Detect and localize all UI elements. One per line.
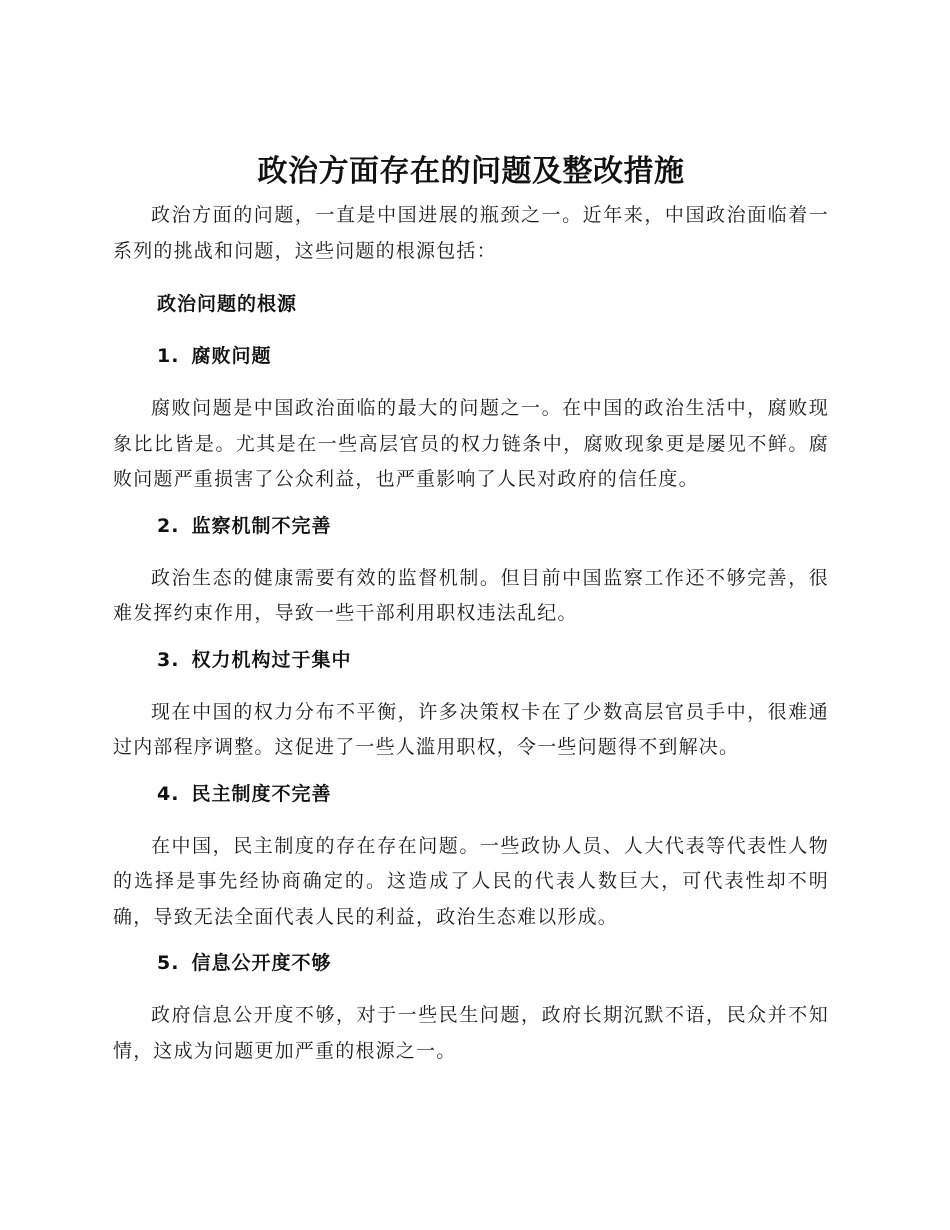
- item-heading-text: 信息公开度不够: [191, 952, 332, 974]
- item-body-2: 政治生态的健康需要有效的监督机制。但目前中国监察工作还不够完善，很难发挥约束作用，导致一些干部利用职权违法乱纪。: [113, 566, 829, 624]
- item-heading-2: [113, 511, 829, 541]
- item-body-3: 现在中国的权力分布不平衡，许多决策权卡在了少数高层官员手中，很难通过内部程序调整。这促进了一些人滥用职权，令一些问题得不到解决。: [113, 700, 829, 758]
- item-heading-text: 腐败问题: [191, 345, 272, 367]
- document-page: [113, 150, 829, 1069]
- section-heading: 政治问题的根源: [157, 293, 298, 315]
- item-number: 3.: [157, 648, 180, 671]
- item-number: 2.: [157, 514, 180, 537]
- item-heading-1: [113, 341, 829, 371]
- item-body-4: 在中国，民主制度的存在存在问题。一些政协人员、人大代表等代表性人物的选择是事先经协商确定的。这造成了人民的代表人数巨大，可代表性却不明确，导致无法全面代表人民的利益，政治生态难以形成。: [113, 834, 829, 928]
- item-heading-4: [113, 779, 829, 809]
- item-number: 5.: [157, 952, 180, 974]
- item-heading-text: 民主制度不完善: [191, 782, 332, 805]
- item-number: 4.: [157, 782, 180, 805]
- item-heading-5: [113, 948, 829, 978]
- item-number: 1.: [157, 345, 180, 367]
- intro-paragraph: 政治方面的问题，一直是中国进展的瓶颈之一。近年来，中国政治面临着一系列的挑战和问题，这些问题的根源包括：: [113, 204, 829, 262]
- item-body-5: 政府信息公开度不够，对于一些民生问题，政府长期沉默不语，民众并不知情，这成为问题更加严重的根源之一。: [113, 1004, 829, 1062]
- item-heading-3: [113, 645, 829, 675]
- document-title: 政治方面存在的问题及整改措施: [257, 154, 685, 189]
- item-heading-text: 监察机制不完善: [191, 514, 332, 537]
- item-heading-text: 权力机构过于集中: [191, 648, 352, 671]
- item-body-1: 腐败问题是中国政治面临的最大的问题之一。在中国的政治生活中，腐败现象比比皆是。尤其是在一些高层官员的权力链条中，腐败现象更是屡见不鲜。腐败问题严重损害了公众利益，也严重影响了人民对政府的信任度。: [113, 397, 829, 490]
